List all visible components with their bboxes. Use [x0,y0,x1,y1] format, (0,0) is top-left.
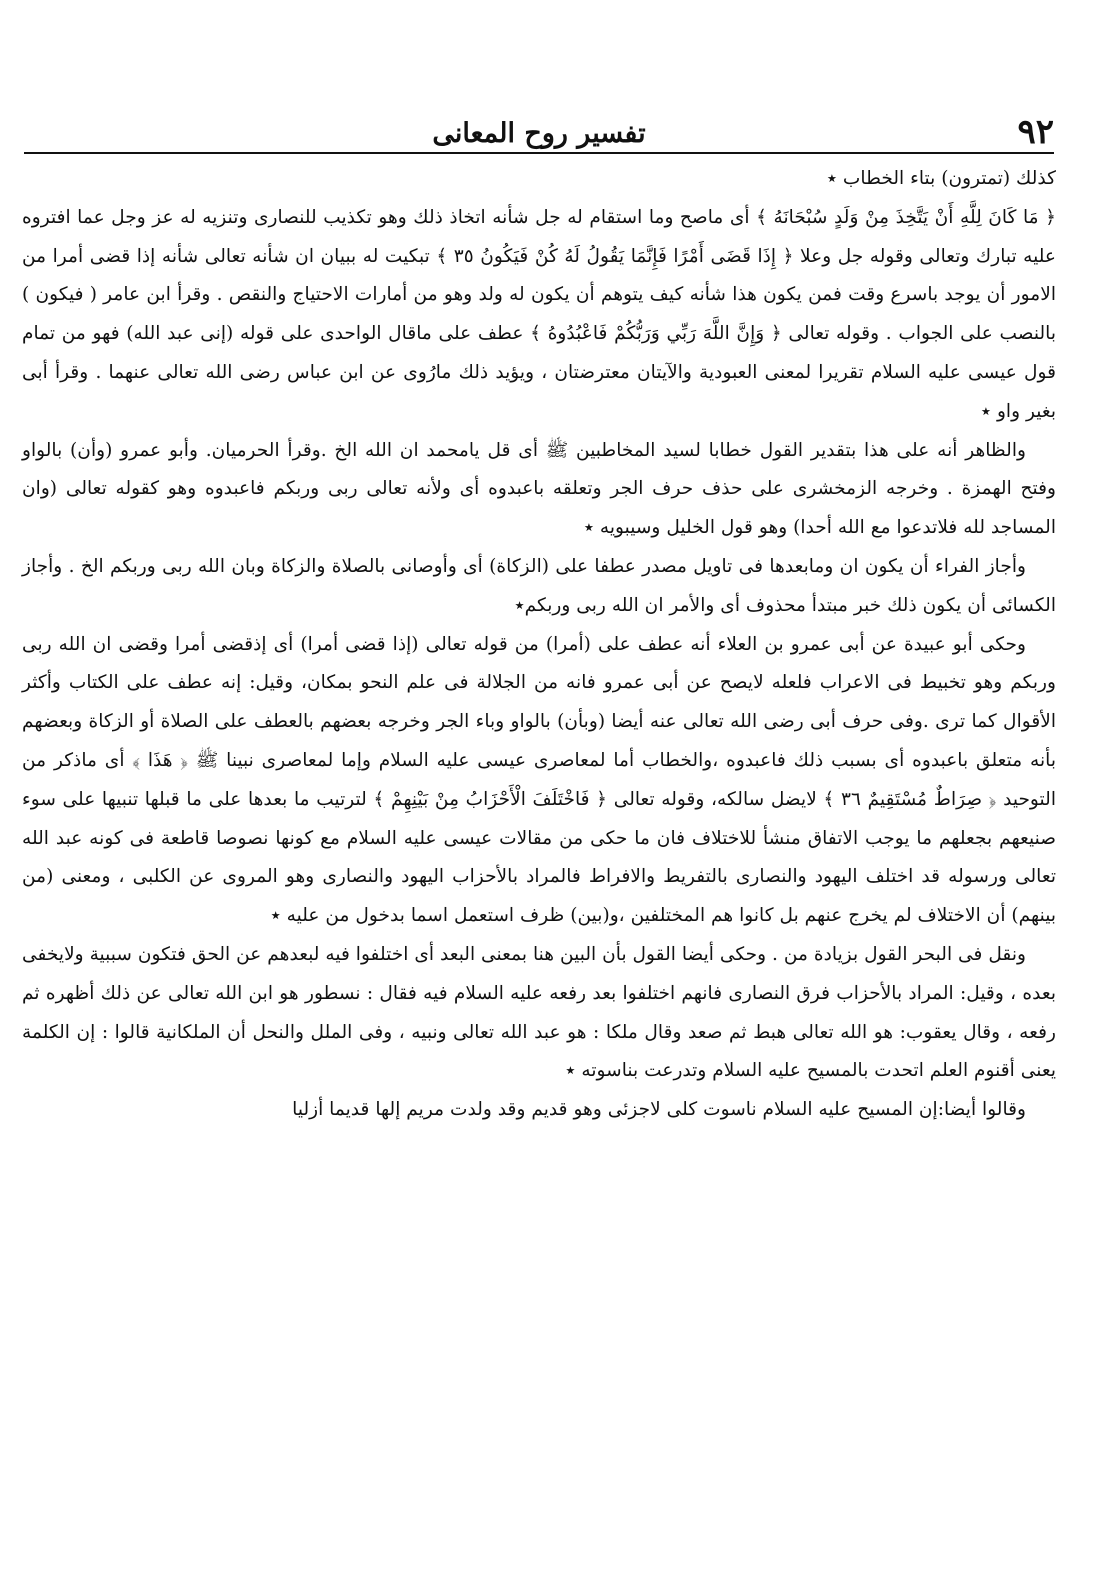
header-rule [24,152,1054,154]
page-number: ٩٢ [1017,112,1054,152]
paragraph: وقالوا أيضا:إن المسيح عليه السلام ناسوت كلى لاجزئى وهو قديم وقد ولدت مريم إلها قديما أزليا [292,1099,1026,1121]
running-title: تفسير روح المعانى [432,118,646,149]
commentary-text [22,160,1056,1130]
paragraph: ونقل فى البحر القول بزيادة من . وحكى أيضا القول بأن البين هنا بمعنى البعد أى اختلفوا فيه لبعدهم عن الحق فتكون سببية ولايخفى بعده ، وقيل: المراد بالأحزاب فرق النصارى فانهم اختلفوا بعد رفعه عليه السلام فيه فقال : نسطور هو ابن الله تعالى عن ذلك أظهره ثم رفعه ، وقال يعقوب: هو الله تعالى هبط ثم صعد وقال ملكا : هو عبد الله تعالى ونبيه ، وفى الملل والنحل أن الملكانية قالوا : إن الكلمة يعنى أقنوم العلم اتحدت بالمسيح عليه السلام وتدرعت بناسوته ٭ [22,943,1056,1082]
paragraph: وأجاز الفراء أن يكون ان ومابعدها فى تاويل مصدر عطفا على (الزكاة) أى وأوصانى بالصلاة والزكاة وبان الله ربى وربكم الخ . وأجاز الكسائى أن يكون ذلك خبر مبتدأ محذوف أى والأمر ان الله ربى وربكم٭ [22,555,1056,616]
page-header [24,108,1054,154]
paragraph: والظاهر أنه على هذا بتقدير القول خطابا لسيد المخاطبين ﷺ أى قل يامحمد ان الله الخ .وقرأ الحرميان. وأبو عمرو (وأن) بالواو وفتح الهمزة . وخرجه الزمخشرى على حذف حرف الجر وتعلقه باعبدوه أى ولأنه تعالى ربى وربكم فاعبدوه وهو كقوله تعالى (وان المساجد لله فلاتدعوا مع الله أحدا) وهو قول الخليل وسيبويه ٭ [22,439,1056,539]
paragraph: كذلك (تمترون) بتاء الخطاب ٭ [826,168,1056,189]
paragraph: وحكى أبو عبيدة عن أبى عمرو بن العلاء أنه عطف على (أمرا) من قوله تعالى (إذا قضى أمرا) أى إذقضى أمرا وقضى ان الله ربى وربكم وهو تخبيط فى الاعراب فلعله لايصح عن أبى عمرو فانه من الجلالة فى علم النحو بمكان، وقيل: إنه عطف على الكتاب وأكثر الأقوال كما ترى .وفى حرف أبى رضى الله تعالى عنه أيضا (وبأن) بالواو وباء الجر وخرجه بعضهم بالعطف على الصلاة أو الزكاة وبعضهم بأنه متعلق باعبدوه أى بسبب ذلك فاعبدوه ،والخطاب أما لمعاصرى عيسى عليه السلام وإما لمعاصرى نبينا ﷺ ﴿ هَذَا ﴾ أى ماذكر من التوحيد ﴿ صِرَاطٌ مُسْتَقِيمٌ ٣٦ ﴾ لايضل سالكه، وقوله تعالى ﴿ فَاخْتَلَفَ الْأَحْزَابُ مِنْ بَيْنِهِمْ ﴾ لترتيب ما بعدها على ما قبلها تنبيها على سوء صنيعهم بجعلهم ما يوجب الاتفاق منشأ للاختلاف فان ما حكى من مقالات عيسى عليه السلام مع كونها نصوصا قاطعة فى كونه عبد الله تعالى ورسوله قد اختلف اليهود والنصارى بالتفريط والافراط فالمراد بالأحزاب اليهود والنصارى وهو المروى عن الكلبى ، ومعنى (من بينهم) أن الاختلاف لم يخرج عنهم بل كانوا هم المختلفين ،و(بين) ظرف استعمل اسما بدخول من عليه ٭ [22,633,1056,927]
paragraph: ﴿ مَا كَانَ لِلَّهِ أَنْ يَتَّخِذَ مِنْ وَلَدٍ سُبْحَانَهُ ﴾ أى ماصح وما استقام له جل شأنه اتخاذ ذلك وهو تكذيب للنصارى وتنزيه له عز وجل عما افتروه عليه تبارك وتعالى وقوله جل وعلا ﴿ إِذَا قَضَى أَمْرًا فَإِنَّمَا يَقُولُ لَهُ كُنْ فَيَكُونُ ٣٥ ﴾ تبكيت له ببيان ان شأنه تعالى شأنه إذا قضى أمرا من الامور أن يوجد باسرع وقت فمن يكون هذا شأنه كيف يتوهم أن يكون له ولد وهو من أمارات الاحتياج والنقص . وقرأ ابن عامر ( فيكون ) بالنصب على الجواب . وقوله تعالى ﴿ وَإِنَّ اللَّهَ رَبِّي وَرَبُّكُمْ فَاعْبُدُوهُ ﴾ عطف على ماقال الواحدى على قوله (إنى عبد الله) فهو من تمام قول عيسى عليه السلام تقريرا لمعنى العبودية والآيتان معترضتان ، ويؤيد ذلك مارُوى عن ابن عباس رضى الله تعالى عنهما . وقرأ أبى بغير واو ٭ [22,206,1057,422]
